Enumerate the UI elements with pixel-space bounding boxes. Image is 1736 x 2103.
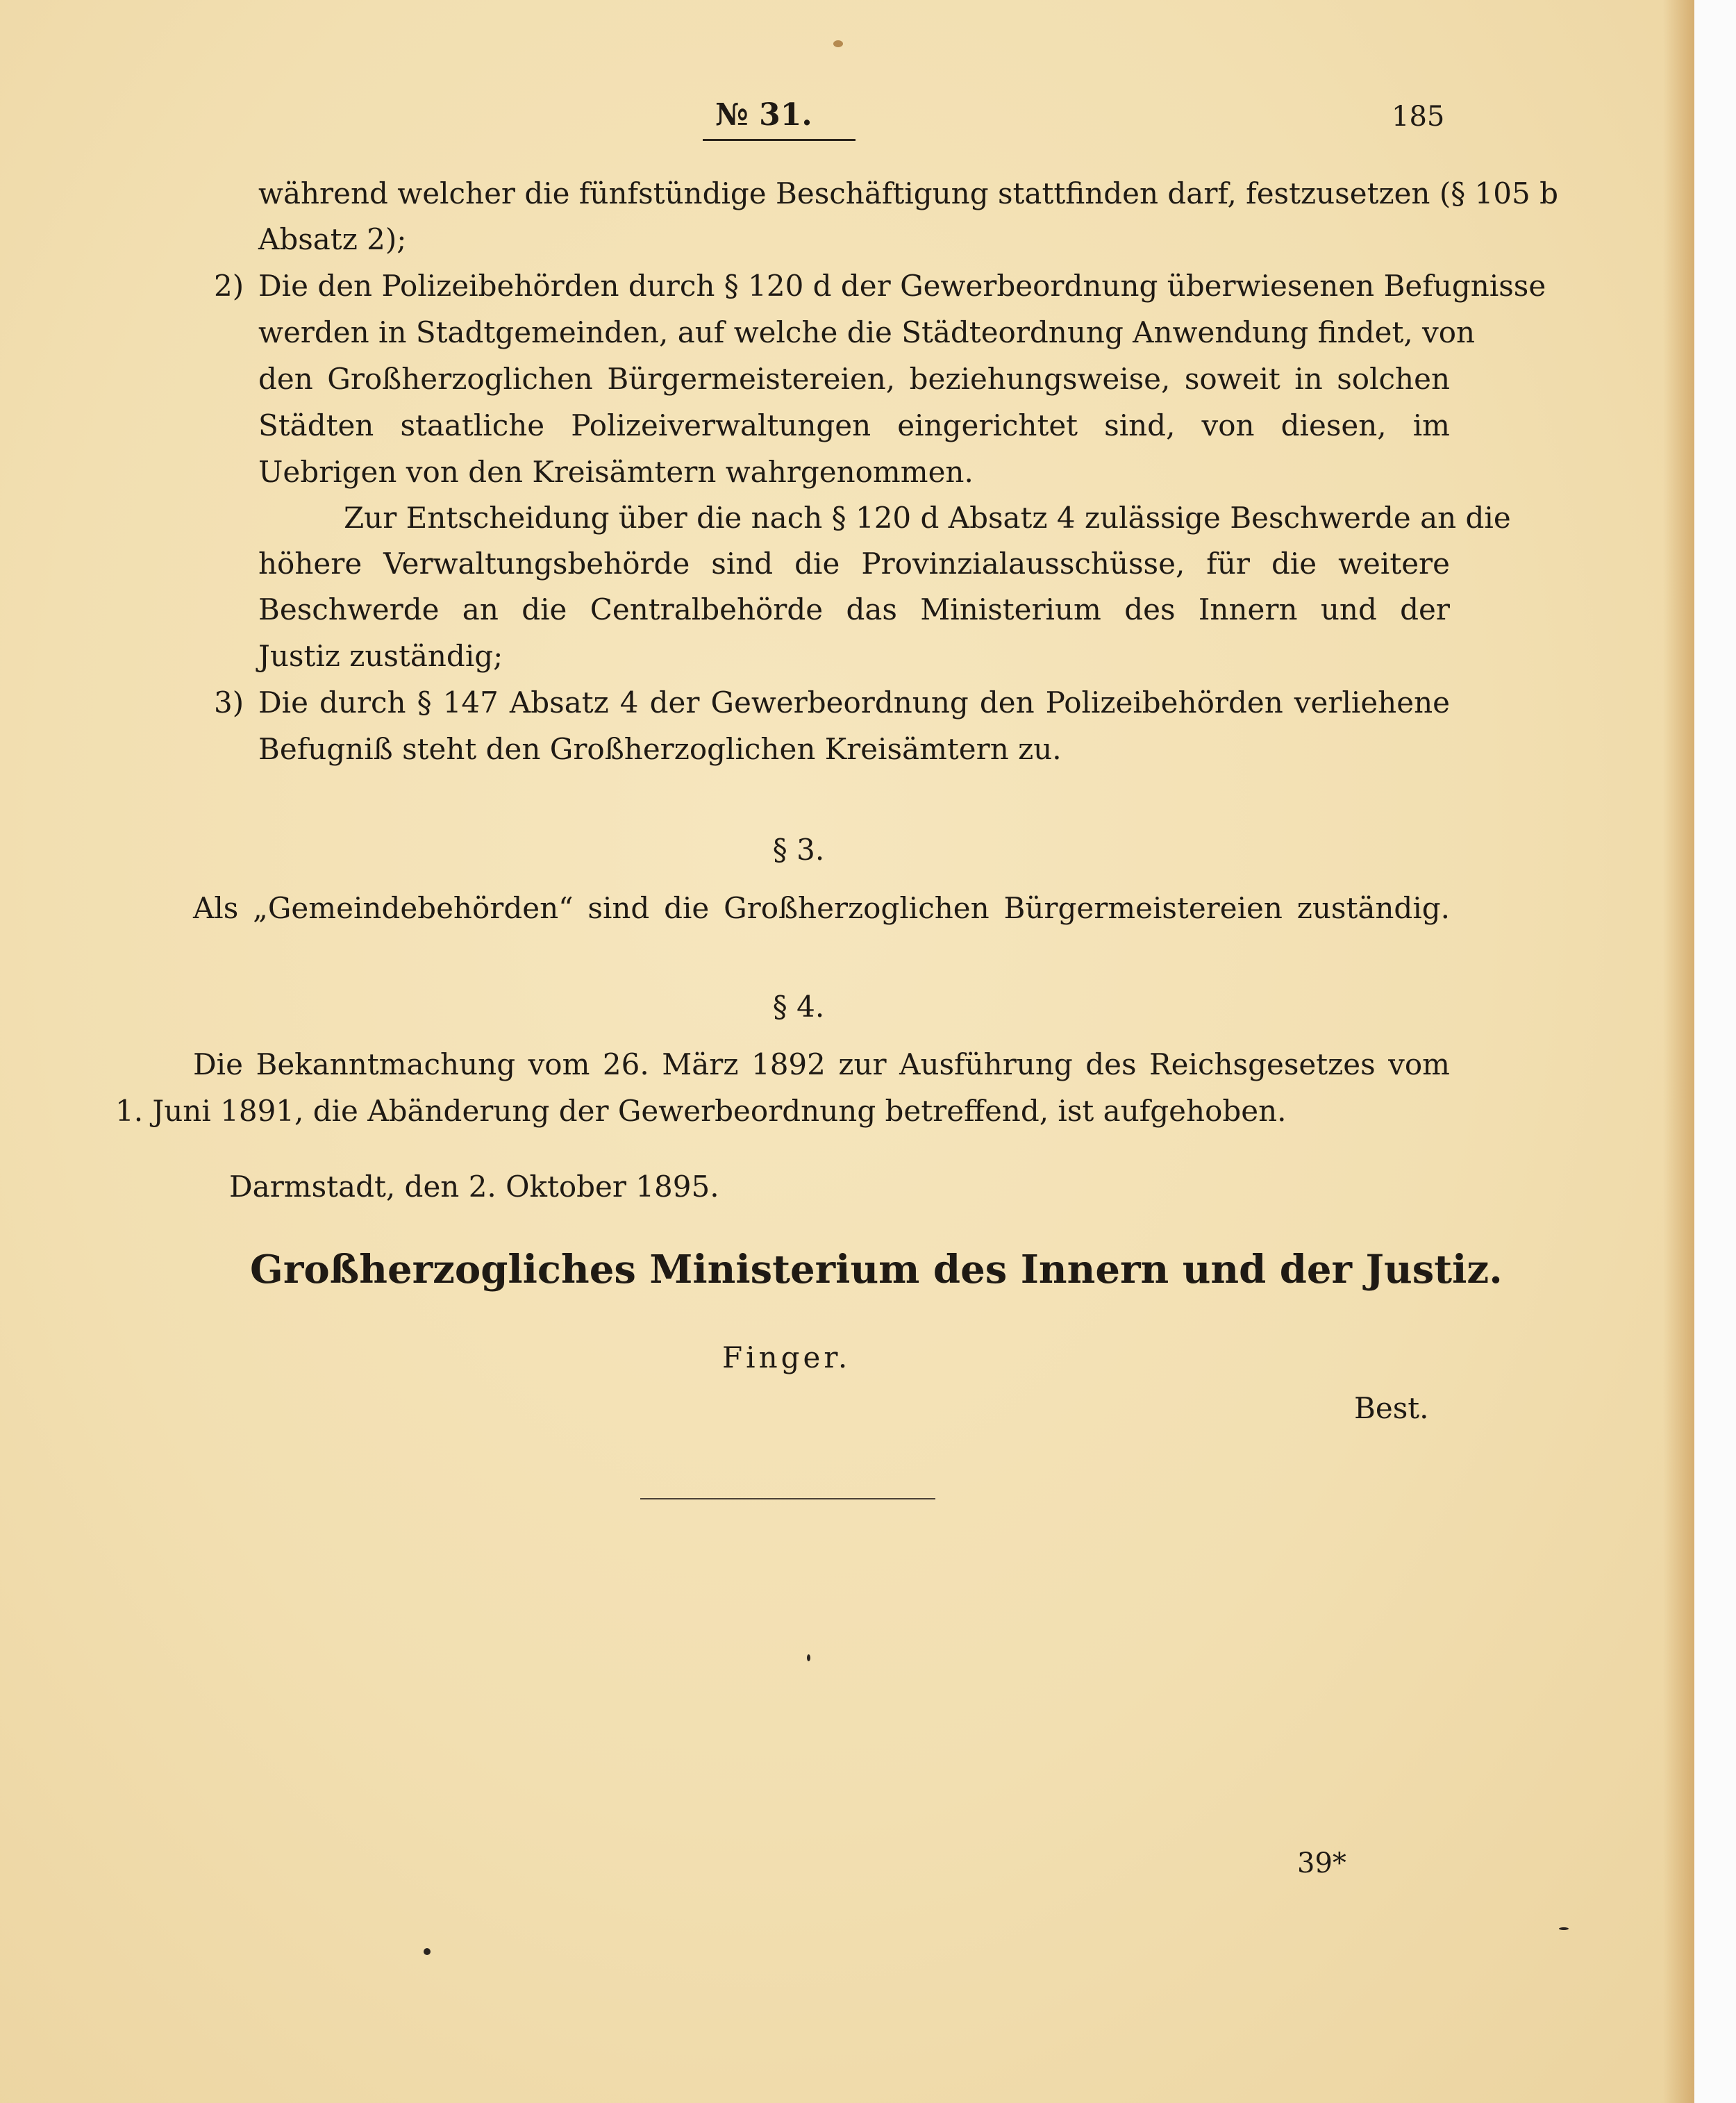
text-line: Beschwerde an die Centralbehörde das Ministerium des Innern und der <box>258 592 1450 626</box>
text-line: höhere Verwaltungsbehörde sind die Provinzialausschüsse, für die weitere <box>258 547 1450 581</box>
text-line: Die den Polizeibehörden durch § 120 d der Gewerbeordnung überwiesenen Befugnisse <box>258 269 1546 303</box>
page-number: 185 <box>1392 101 1445 133</box>
text-line: Uebrigen von den Kreisämtern wahrgenommen. <box>258 455 974 489</box>
text-line: Absatz 2); <box>258 222 407 256</box>
closing-rule <box>640 1498 935 1499</box>
paper-speck <box>807 1654 810 1661</box>
section-heading: § 3. <box>772 833 825 867</box>
place-date: Darmstadt, den 2. Oktober 1895. <box>229 1170 719 1204</box>
ministry-name: Großherzogliches Ministerium des Innern und der Justiz. <box>250 1247 1503 1292</box>
text-line: Die Bekanntmachung vom 26. März 1892 zur Ausführung des Reichsgesetzes vom <box>193 1047 1450 1081</box>
list-number: 3) <box>214 685 244 720</box>
scan-margin <box>1694 0 1736 2103</box>
paper-speck <box>1559 1927 1569 1930</box>
paper-speck <box>424 1948 431 1955</box>
list-number: 2) <box>214 269 244 303</box>
section-heading: § 4. <box>772 990 825 1024</box>
text-line: Justiz zuständig; <box>258 639 503 673</box>
text-line: Zur Entscheidung über die nach § 120 d Absatz 4 zulässige Beschwerde an die <box>344 501 1511 535</box>
text-line: Städten staatliche Polizeiverwaltungen eingerichtet sind, von diesen, im <box>258 408 1450 442</box>
text-line: 1. Juni 1891, die Abänderung der Gewerbeordnung betreffend, ist aufgehoben. <box>115 1094 1287 1128</box>
text-line: Als „Gemeindebehörden“ sind die Großherzoglichen Bürgermeistereien zuständig. <box>193 891 1450 925</box>
header-underline <box>703 139 856 141</box>
countersignature: Best. <box>1354 1391 1429 1425</box>
text-line: werden in Stadtgemeinden, auf welche die Städteordnung Anwendung findet, von <box>258 315 1476 349</box>
text-line: Die durch § 147 Absatz 4 der Gewerbeordnung den Polizeibehörden verliehene <box>258 685 1450 720</box>
issue-number: № 31. <box>715 97 812 133</box>
paper-stain <box>833 40 843 47</box>
signature-mark: 39* <box>1297 1847 1346 1879</box>
text-line: den Großherzoglichen Bürgermeistereien, beziehungsweise, soweit in solchen <box>258 362 1450 396</box>
minister-signature: Finger. <box>722 1340 851 1374</box>
text-line: während welcher die fünfstündige Beschäftigung stattfinden darf, festzusetzen (§ 105 b <box>258 176 1558 210</box>
text-line: Befugniß steht den Großherzoglichen Kreisämtern zu. <box>258 732 1062 766</box>
paper-edge-shadow <box>1663 0 1694 2103</box>
